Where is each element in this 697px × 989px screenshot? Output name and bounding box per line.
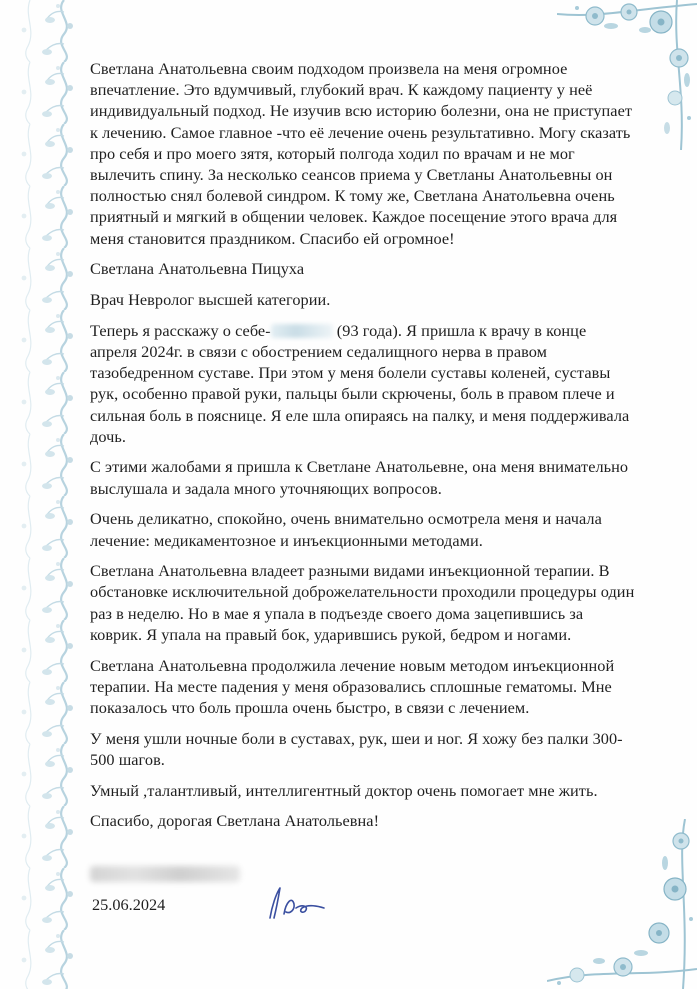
paragraph-examination: Очень деликатно, спокойно, очень внимательно осмотрела меня и начала лечение: медикаментозное и инъекционными методами. bbox=[90, 509, 602, 550]
story-text-before: Теперь я расскажу о себе- bbox=[90, 320, 271, 340]
paragraph-story bbox=[90, 320, 660, 447]
redacted-signer-name bbox=[90, 866, 240, 882]
letter-body bbox=[90, 58, 660, 841]
doctor-title: Врач Невролог высшей категории. bbox=[90, 290, 331, 310]
paragraph-results: У меня ушли ночные боли в суставах, рук, шеи и ног. Я хожу без палки 300- 500 шагов. bbox=[90, 728, 623, 769]
story-text-after: (93 года). Я пришла к врачу в конце апреля 2024г. в связи с обострением седалищного нерва в правом тазобедренном суставе. При этом у меня болели суставы коленей, суставы рук, особенно правой руки, пальцы были скрючены, боль в правом плече и сильная боль в пояснице. Я еле шла опираясь на палку, и меня поддерживала дочь. bbox=[90, 320, 630, 446]
doctor-name: Светлана Анатольевна Пицуха bbox=[90, 259, 305, 279]
paragraph-thanks: Спасибо, дорогая Светлана Анатольевна! bbox=[90, 811, 380, 831]
floral-left-border bbox=[0, 0, 78, 989]
paragraph-praise-doctor: Умный ,талантливый, интеллигентный доктор очень помогает мне жить. bbox=[90, 780, 598, 800]
paragraph-continued-treatment: Светлана Анатольевна продолжила лечение новым методом инъекционной терапии. На месте падения у меня образовались сплошные гематомы. Мне показалось что боль прошла очень быстро, в связи с лечением. bbox=[90, 655, 615, 717]
floral-corner-bottom-right bbox=[547, 819, 697, 989]
redacted-name bbox=[271, 324, 333, 338]
paragraph-praise: Светлана Анатольевна своим подходом произвела на меня огромное впечатление. Это вдумчивый, глубокий врач. К каждому пациенту у неё индивидуальный подход. Не изучив всю историю болезни, она не приступает к лечению. Самое главное -что её лечение очень результативно. Могу сказать про себя и про моего зятя, который полгода ходил по врачам и не мог вылечить спину. За несколько сеансов приема у Светланы Анатольевны он полностью снял болевой синдром. К тому же, Светлана Анатольевна очень приятный и мягкий в общении человек. Каждое посещение этого врача для меня становится праздником. Спасибо ей огромное! bbox=[90, 59, 633, 248]
letter-date: 25.06.2024 bbox=[92, 895, 166, 914]
handwritten-signature bbox=[262, 884, 332, 924]
paragraph-complaints: С этими жалобами я пришла к Светлане Анатольевне, она меня внимательно выслушала и задала много уточняющих вопросов. bbox=[90, 457, 629, 498]
paragraph-therapy: Светлана Анатольевна владеет разными видами инъекционной терапии. В обстановке исключительной доброжелательности проходили процедуры один раз в неделю. Но в мае я упала в подъезде своего дома зацепившись за коврик. Я упала на правый бок, ударившись рукой, бедром и ногами. bbox=[90, 561, 635, 644]
